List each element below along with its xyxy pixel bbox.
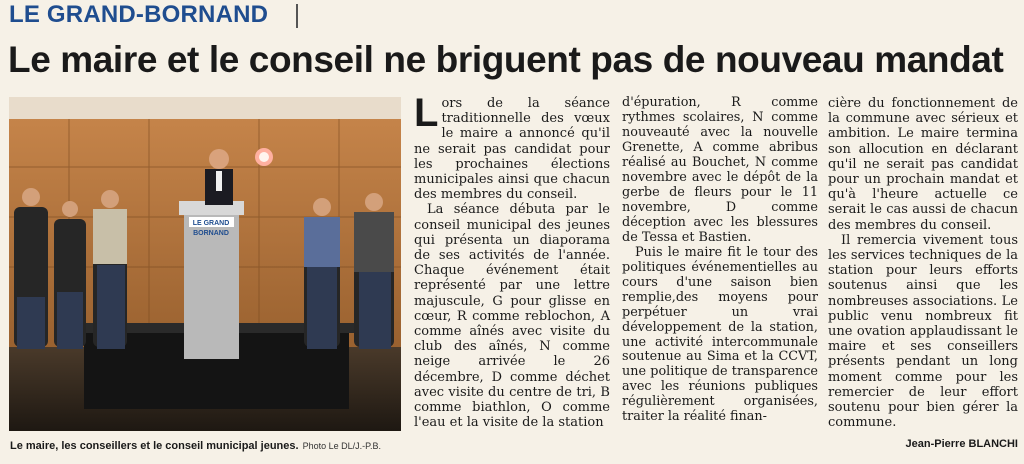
photo-caption [10,437,410,455]
paragraph-2-continued: d'épuration, R comme rythmes scolaires, N comme nouveauté avec la nouvelle Grenette, A comme abribus réalisé au Bouchet, N comme novembre avec le dépôt de la gerbe de fleurs pour le 11 novembre, D comme déception avec les blessures de Tessa et Bastien. [622,95,818,245]
lectern-logo-line2: BORNAND [193,230,229,237]
paragraph-3-continued: cière du fonctionnement de la commune avec sérieux et ambition. Le maire termina son allocution en déclarant qu'il ne serait pas candidat pour un prochain mandat et qu'à l'heure actuelle ce serait le cas aussi de chacun des membres du conseil. [828,96,1018,233]
lectern-logo-line1: LE GRAND [192,220,230,227]
caption-text: Le maire, les conseillers et le conseil municipal jeunes. [10,440,299,452]
kicker-divider [296,4,298,28]
photo-credit: Photo Le DL/J.-P.B. [302,441,381,451]
article-column-1 [414,91,610,431]
paragraph-2: La séance débuta par le conseil municipal des jeunes qui présenta un diaporama de ses activités de l'année. Chaque événement était représenté par une lettre majuscule, G pour glisse en cœur, R comme reblochon, A comme aînés avec visite du club des aînés, N comme neige arrivée le 26 décembre, D comme déchet avec visite du centre de tri, B comme biathlon, O comme l'eau et la visite de la station [414,202,610,431]
article-column-2 [622,96,818,425]
article-photo [9,97,401,431]
speaker-figure [205,149,233,205]
dropcap: L [414,91,439,135]
headline: Le maire et le conseil ne briguent pas de nouveau mandat [8,39,1004,80]
section-kicker: LE GRAND-BORNAND [9,1,269,28]
paragraph-3: Puis le maire fit le tour des politiques événementielles au cours d'une saison bien remplie,des moyens pour perpétuer un vrai développement de la station, une activité intercommunale soutenue au Sima et la CCVT, une politique de transparence avec les réunions publiques régulièrement organisées, traiter la réalité finan- [622,244,818,425]
article-column-3 [828,96,1018,430]
author-byline: Jean-Pierre BLANCHI [905,438,1018,450]
paragraph-4: Il remercia vivement tous les services techniques de la station pour leurs efforts soutenus ainsi que les nombreuses associations. Le public venu nombreux fit une ovation applaudissant le maire et ses conseillers présents pendant un long moment comme pour les remercier de leur effort soutenu pour bien gérer la commune. [828,232,1018,431]
paragraph-1 [414,91,610,203]
photo-illustration [9,97,401,431]
paragraph-1-text: ors de la séance traditionnelle des vœux le maire a annoncé qu'il ne serait pas candidat pour les prochaines élections municipales ainsi que chacun des membres du conseil. [414,96,610,203]
